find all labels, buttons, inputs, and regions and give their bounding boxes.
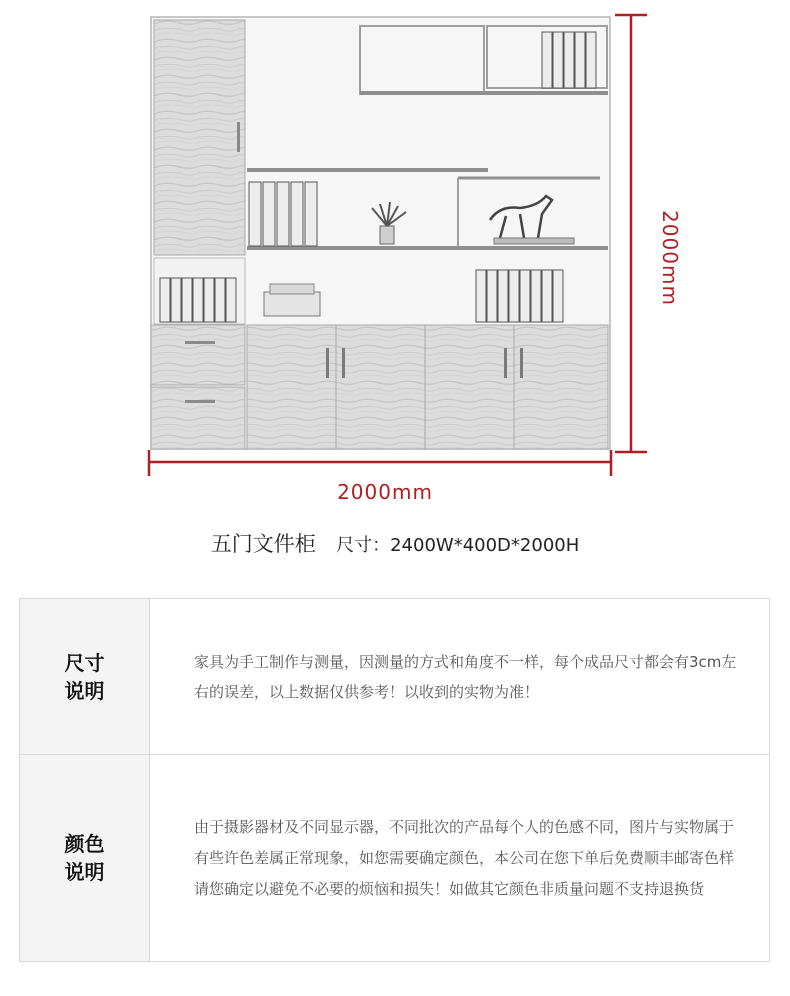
color-note-text (150, 755, 769, 961)
product-name: 五门文件柜 (210, 532, 316, 556)
size-note-text-content: 家具为手工制作与测量，因测量的方式和角度不一样，每个成品尺寸都会有3cm左右的误差，以上数据仅供参考！以收到的实物为准！ (194, 652, 737, 701)
product-spec: 尺寸：2400W*400D*2000H (336, 535, 580, 556)
info-table (19, 598, 770, 962)
color-note-row (20, 755, 769, 961)
size-note-row (20, 599, 769, 755)
height-dimension-label: 2000mm (658, 210, 682, 306)
product-caption (0, 528, 790, 558)
size-note-text (150, 599, 769, 754)
color-note-text-content: 由于摄影器材及不同显示器，不同批次的产品每个人的色感不同，图片与实物属于有些许色差属正常现象，如您需要确定颜色，本公司在您下单后免费顺丰邮寄色样请您确定以避免不必要的烦恼和损失！如做其它颜色非质量问题不支持退换货 (194, 817, 735, 898)
size-note-heading: 尺寸 说明 (20, 599, 150, 754)
color-note-heading: 颜色 说明 (20, 755, 150, 961)
width-dimension-label: 2000mm (337, 480, 433, 504)
